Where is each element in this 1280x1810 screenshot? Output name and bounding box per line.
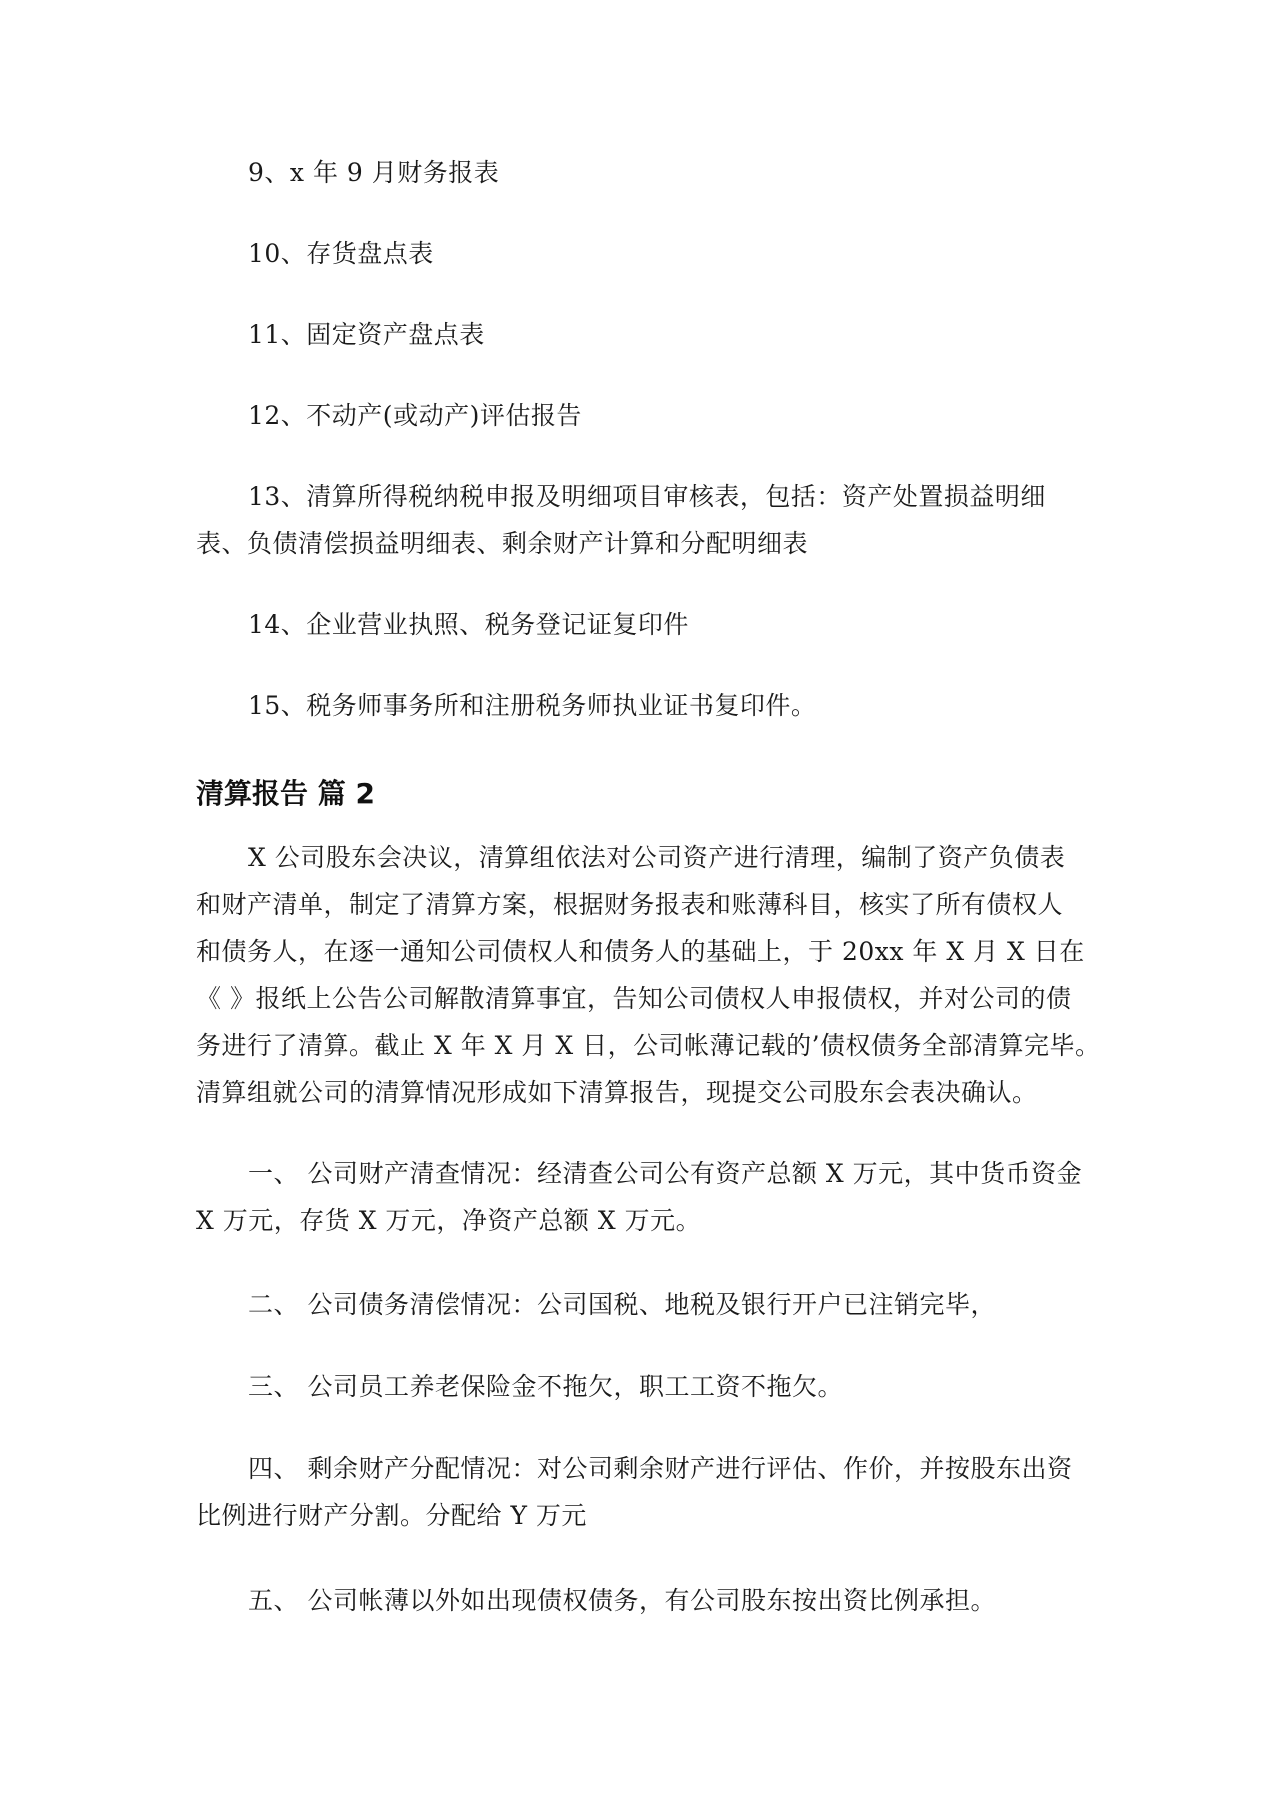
section-heading: 清算报告 篇 2 (196, 777, 375, 810)
list-item-14: 14、企业营业执照、税务登记证复印件 (248, 610, 689, 639)
point-5: 五、 公司帐薄以外如出现债权债务，有公司股东按出资比例承担。 (248, 1586, 996, 1615)
point-4-line-1: 四、 剩余财产分配情况：对公司剩余财产进行评估、作价，并按股东出资 (248, 1454, 1073, 1483)
intro-line-3: 和债务人，在逐一通知公司债权人和债务人的基础上，于 20xx 年 X 月 X 日在 (196, 937, 1085, 966)
intro-line-6: 清算组就公司的清算情况形成如下清算报告，现提交公司股东会表决确认。 (196, 1078, 1038, 1107)
point-2: 二、 公司债务清偿情况：公司国税、地税及银行开户已注销完毕， (248, 1290, 996, 1319)
list-item-9: 9、x 年 9 月财务报表 (248, 158, 500, 187)
intro-line-1: X 公司股东会决议，清算组依法对公司资产进行清理，编制了资产负债表 (248, 843, 1066, 872)
point-1-line-2: X 万元，存货 X 万元，净资产总额 X 万元。 (196, 1206, 702, 1235)
intro-line-5: 务进行了清算。截止 X 年 X 月 X 日，公司帐薄记载的’债权债务全部清算完毕。 (196, 1031, 1101, 1060)
list-item-11: 11、固定资产盘点表 (248, 320, 485, 349)
point-4-line-2: 比例进行财产分割。分配给 Y 万元 (196, 1501, 587, 1530)
point-3: 三、 公司员工养老保险金不拖欠，职工工资不拖欠。 (248, 1372, 843, 1401)
intro-line-4: 《 》报纸上公告公司解散清算事宜，告知公司债权人申报债权，并对公司的债 (196, 984, 1072, 1013)
list-item-13-line-1: 13、清算所得税纳税申报及明细项目审核表，包括：资产处置损益明细 (248, 482, 1046, 511)
list-item-10: 10、存货盘点表 (248, 239, 434, 268)
list-item-13-line-2: 表、负债清偿损益明细表、剩余财产计算和分配明细表 (196, 529, 809, 558)
list-item-12: 12、不动产(或动产)评估报告 (248, 401, 582, 430)
intro-line-2: 和财产清单，制定了清算方案，根据财务报表和账薄科目，核实了所有债权人 (196, 890, 1064, 919)
list-item-15: 15、税务师事务所和注册税务师执业证书复印件。 (248, 691, 817, 720)
point-1-line-1: 一、 公司财产清查情况：经清查公司公有资产总额 X 万元，其中货币资金 (248, 1159, 1083, 1188)
